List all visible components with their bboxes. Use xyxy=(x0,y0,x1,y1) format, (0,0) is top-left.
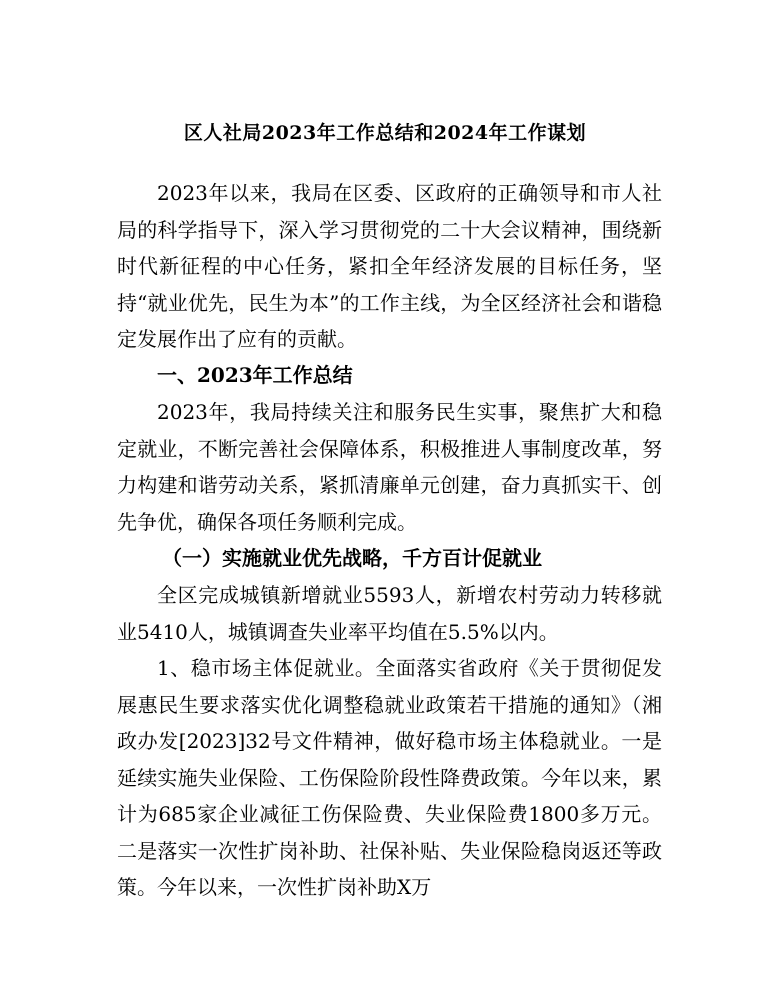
document-title: 区人社局2023年工作总结和2024年工作谋划 xyxy=(183,122,587,144)
intro-paragraph: 2023年以来，我局在区委、区政府的正确领导和市人社局的科学指导下，深入学习贯彻党的二十大会议精神，围绕新时代新征程的中心任务，紧扣全年经济发展的目标任务，坚持“就业优先，民生为本”的工作主线，为全区经济社会和谐稳定发展作出了应有的贡献。 xyxy=(117,181,662,351)
section-heading: 一、2023年工作总结 xyxy=(157,363,353,387)
subsection-heading: （一）实施就业优先战略，千方百计促就业 xyxy=(162,546,542,570)
item-paragraph: 1、稳市场主体促就业。全面落实省政府《关于贯彻促发展惠民生要求落实优化调整稳就业政策若干措施的通知》（湘政办发[2023]32号文件精神，做好稳市场主体稳就业。一是延续实施失业保险、工伤保险阶段性降费政策。今年以来，累计为685家企业减征工伤保险费、失业保险费1800多万元。二是落实一次性扩岗补助、社保补贴、失业保险稳岗返还等政策。今年以来，一次性扩岗补助X万 xyxy=(117,656,662,899)
subsection-paragraph: 全区完成城镇新增就业5593人，新增农村劳动力转移就业5410人，城镇调查失业率平均值在5.5%以内。 xyxy=(117,583,662,644)
section-paragraph: 2023年，我局持续关注和服务民生实事，聚焦扩大和稳定就业，不断完善社会保障体系，积极推进人事制度改革，努力构建和谐劳动关系，紧抓清廉单元创建，奋力真抓实干、创先争优，确保各项任务顺利完成。 xyxy=(117,400,662,534)
